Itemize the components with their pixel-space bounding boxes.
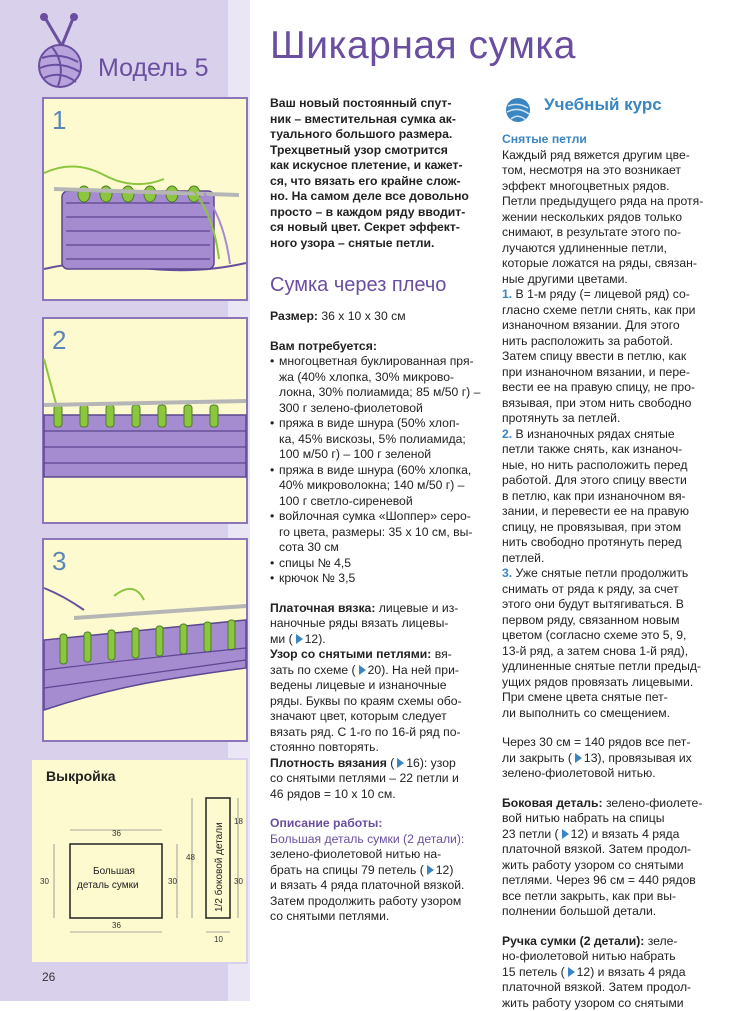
dim-top-width: 36: [112, 829, 121, 838]
course-intro: Каждый ряд вяжется другим цве- том, несмотря на это возникает эффект многоцветных рядов. Петли предыдущего ряда на протя- жении нескольких рядов только снимают, в результате этого по- лучаются удлиненные петли, которые ложатся на ряды, связан- ные другими цветами.: [502, 148, 720, 288]
model-label: Модель 5: [98, 54, 209, 83]
bag-label-line2: деталь сумки: [77, 880, 139, 891]
list-item: • крючок № 3,5: [270, 571, 486, 587]
course-subtitle: Снятые петли: [502, 132, 720, 148]
pattern-title: Выкройка: [46, 768, 116, 784]
knitting-illustration: [44, 319, 246, 522]
side-piece-text: Боковая деталь: зелено-фиолете- вой нитью набрать на спицы 23 петли ( 12) и вязать 4 ряда платочной вязкой. Затем продол- жить работу узором со снятыми петлями. Через 96 см = 440 рядов все петли закрыть, как при вы- полнении большой детали.: [502, 796, 720, 920]
arrow-right-icon: [427, 865, 434, 875]
bag-label-line1: Большая: [93, 866, 135, 877]
closing-text: Через 30 см = 140 рядов все пет- ли закрыть ( 13), провязывая их зелено-фиолетовой нитью.: [502, 735, 720, 782]
arrow-right-icon: [562, 829, 569, 839]
panel-number: 1: [52, 105, 66, 136]
dim-bottom-width: 36: [112, 921, 121, 930]
list-item: • спицы № 4,5: [270, 556, 486, 572]
arrow-right-icon: [575, 753, 582, 763]
course-step-2: 2. В изнаночных рядах снятые петли также снять, как изнаноч- ные, но нить расположить перед работой. Для этого спицу ввести в петлю, как при изнаночном вя- зании, и перевести ее на правую спицу, не провязывая, при этом нить свободно протянуть перед петлей.: [502, 427, 720, 567]
arrow-right-icon: [296, 634, 303, 644]
course-header: [502, 96, 720, 126]
yarn-ball-icon: [502, 96, 534, 124]
yarn-ball-icon: [30, 14, 100, 89]
panel-number: 2: [52, 325, 66, 356]
pattern-diagram: [32, 760, 246, 962]
slip-stitch-pattern: Узор со снятыми петлями: вя- зать по схеме ( 20). На ней при- ведены лицевые и изнаночные ряды. Буквы по краям схемы обо- значают цвет, которым следует вязать ряд. С 1-го по 16-й ряд по- стоянно повторять.: [270, 647, 486, 756]
list-item: • пряжа в виде шнура (60% хлопка, 40% микроволокна; 140 м/50 г) – 100 г светло-сиреневой: [270, 463, 486, 510]
dim-right-height: 30: [168, 877, 177, 886]
arrow-right-icon: [397, 758, 404, 768]
panel-number: 3: [52, 546, 66, 577]
list-item: • пряжа в виде шнура (50% хлоп- ка, 45% вискозы, 5% полиамида; 100 м/50 г) – 100 г зеленой: [270, 416, 486, 463]
work-description: зелено-фиолетовой нитью на- брать на спицы 79 петель ( 12) и вязать 4 ряда платочной вязкой. Затем продолжить работу узором со снятыми петлями.: [270, 847, 486, 925]
garter-stitch: Платочная вязка: лицевые и из- наночные ряды вязать лицевы- ми ( 12).: [270, 601, 486, 648]
illustration-panel-1: [42, 97, 248, 301]
section-title: Сумка через плечо: [270, 273, 486, 297]
side-piece-label: 1/2 боковой детали: [213, 822, 225, 912]
right-column: [502, 96, 720, 1011]
intro-text: Ваш новый постоянный спут- ник – вместительная сумка ак- туального большого размера. Трехцветный узор смотрится как искусное плетение, и кажет- ся, что вязать его крайне слож- но. На самом деле все довольно просто – в каждом ряду вводит- ся новый цвет. Секрет эффект- ного узора – снятые петли.: [270, 96, 486, 251]
work-title: Описание работы:: [270, 816, 486, 832]
arrow-right-icon: [359, 665, 366, 675]
list-item: • войлочная сумка «Шоппер» серо- го цвета, размеры: 35 х 10 см, вы- сота 30 см: [270, 509, 486, 556]
knitting-illustration: [44, 99, 246, 299]
model-header: [30, 14, 230, 94]
knitting-illustration: [44, 540, 246, 740]
gauge: Плотность вязания ( 16): узор со снятыми петлями – 22 петли и 46 рядов = 10 х 10 см.: [270, 756, 486, 803]
handle-text: Ручка сумки (2 детали): зеле- но-фиолетовой нитью набрать 15 петель ( 12) и вязать 4 ряда платочной вязкой. Затем продол- жить работу узором со снятыми: [502, 934, 720, 1011]
sewing-pattern: [30, 758, 248, 964]
page-number: 26: [42, 970, 55, 984]
work-subtitle: Большая деталь сумки (2 детали):: [270, 832, 486, 848]
arrow-right-icon: [568, 967, 575, 977]
materials-list: [270, 354, 486, 587]
dim-side-right: 30: [234, 877, 243, 886]
course-step-3: 3. Уже снятые петли продолжить снимать от ряда к ряду, за счет этого они будут вытягиваться. В первом ряду, связанном новым цветом (согласно схеме это 5, 9, 13-й ряд, а затем снова 1-й ряд), удлиненные снятые петли предыд- ущих рядов провязать лицевыми. При смене цвета снятые пет- ли выполнить со смещением.: [502, 566, 720, 721]
course-title: Учебный курс: [544, 97, 662, 113]
course-step-1: 1. В 1-м ряду (= лицевой ряд) со- гласно схеме петли снять, как при изнаночном вязании. Для этого нить расположить за работой. Затем спицу ввести в петлю, как при изнаночном вязании, и пере- вести ее на правую спицу, не про- вязывая, при этом нить свободно протянуть за петлей.: [502, 287, 720, 427]
illustration-panel-3: [42, 538, 248, 742]
dim-side-top: 18: [234, 817, 243, 826]
materials-label: Вам потребуется:: [270, 339, 486, 355]
list-item: • многоцветная буклированная пря- жа (40% хлопка, 30% микрово- локна, 30% полиамида; 85 м/50 г) – 300 г зелено-фиолетовой: [270, 354, 486, 416]
dim-left-height: 30: [40, 877, 49, 886]
middle-column: [270, 96, 486, 925]
dim-side-width: 10: [214, 935, 223, 944]
size-line: Размер: 36 х 10 х 30 см: [270, 309, 486, 325]
illustration-panel-2: [42, 317, 248, 524]
page-title: Шикарная сумка: [270, 24, 576, 68]
dim-total-height: 48: [186, 853, 195, 862]
